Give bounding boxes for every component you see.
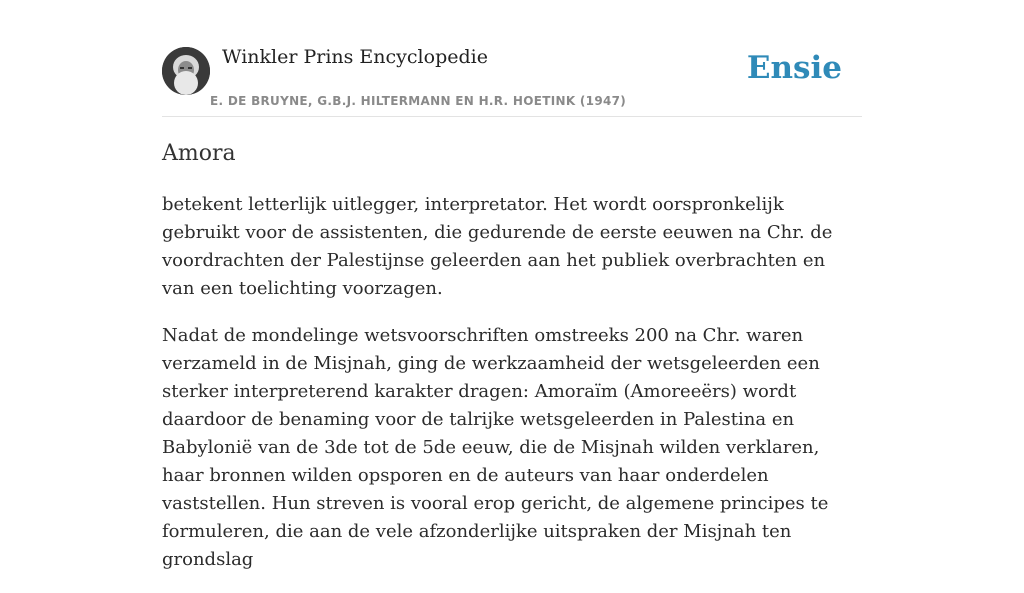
portrait-image xyxy=(162,47,210,95)
paragraph-1: betekent letterlijk uitlegger, interpretator. Het wordt oorspronkelijk gebruikt voor de assistenten, die gedurende de eerste eeuwen na Chr. de voordrachten der Palestijnse geleerden aan het publiek overbrachten en van een toelichting voorzagen. xyxy=(162,194,833,299)
site-title[interactable]: Winkler Prins Encyclopedie xyxy=(222,46,488,68)
paragraph-2: Nadat de mondelinge wetsvoorschriften omstreeks 200 na Chr. waren verzameld in de Misjnah, ging de werkzaamheid der wetsgeleerden een sterker interpreterend karakter dragen: Amoraïm (Amoreeërs) wordt daardoor de benaming voor de talrijke wetsgeleerden in Palestina en Babylonië van de 3de tot de 5de eeuw, die de Misjnah wilden verklaren, haar bronnen wilden opsporen en de auteurs van haar onderdelen vaststellen. Hun streven is vooral erop gericht, de algemene principes te formuleren, die aan de vele afzonderlijke uitspraken der Misjnah ten grondslag xyxy=(162,325,829,570)
brand-logo[interactable]: Ensie xyxy=(746,50,842,86)
authors-line: E. DE BRUYNE, G.B.J. HILTERMANN EN H.R. HOETINK (1947) xyxy=(210,94,627,108)
article-title: Amora xyxy=(162,141,236,166)
site-header xyxy=(162,0,862,117)
author-avatar[interactable] xyxy=(162,47,210,95)
article-body xyxy=(162,191,862,574)
page xyxy=(162,0,862,593)
